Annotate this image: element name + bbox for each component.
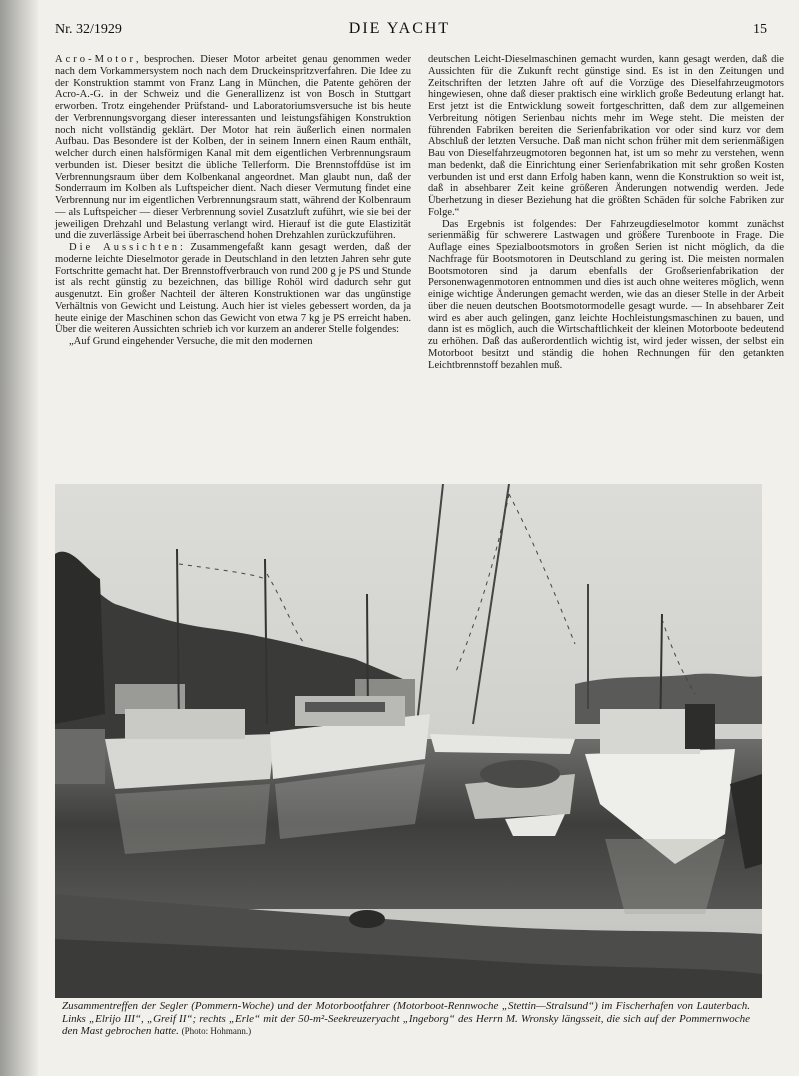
photo-caption [62,1000,750,1038]
photo-credit: (Photo: Hohmann.) [181,1026,252,1037]
harbour-photo-illustration [55,484,762,998]
journal-title: DIE YACHT [348,20,451,37]
caption-text: Zusammentreffen der Segler (Pommern-Woche) und der Motorbootfahrer (Motorboot-Rennwoche „Stettin—Stralsund“) im Fischerhafen von Lauterbach. Links „Elrijo III“, „Greif II“; rechts „Erle“ mit der 50-m²-Seekreuzeryacht „Ingeborg“ des Herrn M. Wronsky längsseit, die sich auf der Pommernwoche den Mast gebrochen hatte. [62,1000,750,1038]
left-column [55,54,411,348]
spaced-lead: Die Aussichten [69,242,181,253]
paragraph-aussichten [55,242,411,336]
paragraph-quote-continued: deutschen Leicht-Dieselmaschinen gemacht wurden, kann gesagt werden, daß die Aussichten für die Zukunft recht günstige sind. Es ist in den Zeitungen und Zeitschriften der letzten Jahre oft auf die Vorzüge des Dieselfahrzeugmotors hingewiesen, ohne daß dieser praktisch eine wirklich große Bedeutung erlangt hat. Erst jetzt ist die Entwicklung soweit fortgeschritten, daß dem zur allgemeinen Verbreitung nötigen Serienbau nichts mehr im Wege steht. Die meisten der führenden Fabriken bereiten die Serienfabrikation vor oder sind kurz vor dem Abschluß der letzten Versuche. Daß man nicht schon früher mit dem serienmäßigen Bau von Dieselfahrzeugmotoren begonnen hat, ist um so mehr zu verstehen, wenn man bedenkt, daß die Einrichtung einer Serienfabrikation mit sehr großen Kosten verbunden ist und erst dann Erfolg haben kann, wenn die Konstruktion so weit ist, daß in absehbarer Zeit keine größeren Änderungen notwendig werden. Jede Überhetzung in dieser Beziehung hat die größten Schäden für solche Fabriken zur Folge.“ [428,54,784,218]
harbour-photograph [55,484,762,998]
right-column [428,54,784,371]
paragraph-quote-start: „Auf Grund eingehender Versuche, die mit den modernen [69,336,313,347]
paragraph-text: , besprochen. Dieser Motor arbeitet genau genommen weder nach dem Vorkammersystem noch nach dem Druckeinspritzverfahren. Die Idee zu der Konstruktion stammt von Franz Lang in München, die Patente gehören der Acro-A.-G. in der Schweiz und die Generallizenz ist von Bosch in Stuttgart erworben. Trotz eingehender Prüfstand- und Laboratoriumsversuche ist bis heute der Verbrennungsvorgang dieser interessanten und leistungsfähigen Konstruktion noch nicht vollständig geklärt. Der Motor hat rein äußerlich einen normalen Aufbau. Das Besondere ist der Kolben, der in seinem Innern einen Raum enthält, welcher durch einen halsförmigen Kanal mit dem eigentlichen Verbrennungsraum verbunden ist. Dieser besitzt die übliche Tellerform. Die Brennstoffdüse ist im Verbrennungsraum über dem Kolbenkanal angeordnet. Man glaubt nun, daß der Sonderraum im Kolben als Luftspeicher dient. Nach dieser Vermutung findet eine Verbrennung nur im eigentlichen Verbrennungsraum statt, während der Kolbenraum — als Luftspeicher — dieser Verbrennung soviel Zusatzluft zuführt, wie sie bei der jeweiligen Drehzahl und Belastung verlangt wird. Hierauf ist die gute Elastizität und die zuverlässige Arbeit bei überraschend hohen Drehzahlen zurückzuführen. [55,54,411,242]
issue-number: Nr. 32/1929 [55,22,122,37]
paragraph-acro-motor [55,54,411,242]
paragraph-text: : Zusammengefaßt kann gesagt werden, daß der moderne leichte Dieselmotor gerade in Deutschland in den letzten Jahren sehr gute Fortschritte gemacht hat. Der Brennstoffverbrauch von rund 200 g je PS und Stunde ist als recht günstig zu bezeichnen, das billige Rohöl wird dadurch sehr gut ausgenutzt. Ein großer Nachteil der älteren Konstruktionen war das ungünstige Verhältnis von Gewicht und Leistung. Auch hier ist vieles gebessert worden, da ja heute einige der Maschinen schon das Gewicht von etwa 7 kg je PS erreicht haben. Über die weiteren Aussichten schrieb ich vor kurzem an anderer Stelle folgendes: [55,242,412,336]
paragraph-ergebnis: Das Ergebnis ist folgendes: Der Fahrzeugdieselmotor kommt zunächst serienmäßig für schwerere Lastwagen und größere Turenboote in Frage. Die Auflage eines Spezialbootsmotors in großen Serien ist nicht möglich, da die Nachfrage für Bootsmotoren in Deutschland zu gering ist. Die meisten normalen Bootsmotoren sind ja darum ebenfalls der Großserienfabrikation der Personenwagenmotoren entnommen und dies ist auch ohne weiteres möglich, wenn einige wichtige Änderungen gemacht werden, wie das an dieser Stelle in der Arbeit über die neuen deutschen Bootsmotormodelle gesagt wurde. — In absehbarer Zeit wird es aber auch gelingen, ganz leichte Hochleistungsmaschinen zu bauen, und dann ist es möglich, auch die Wirtschaftlichkeit der kleinen Motorboote bedeutend zu erhöhen. Daß das außerordentlich wichtig ist, wird jeder wissen, der selbst ein Motorboot besitzt und ständig die hohen Rechnungen für den getankten Leichtbrennstoff bezahlen muß. [428,218,784,371]
book-spine-shadow [0,0,38,1076]
page-number: 15 [753,22,767,37]
spaced-lead: Acro-Motor [55,54,136,65]
